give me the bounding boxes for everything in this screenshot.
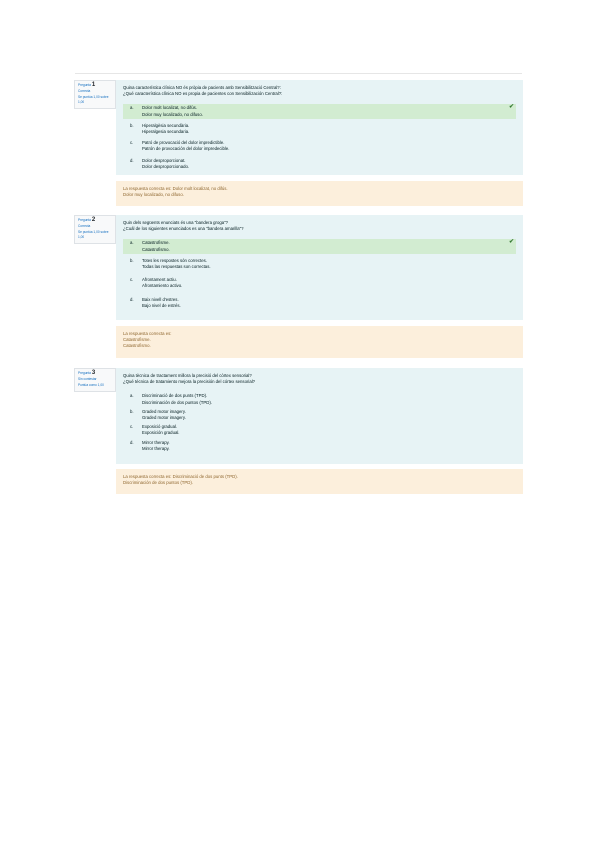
answer-option[interactable]: b. Totes les respostes són correctes. Todas las respuestas son correctas.: [130, 257, 211, 270]
top-divider: [75, 73, 522, 74]
question-state: Correcta: [78, 89, 91, 93]
question-formulation: [116, 215, 523, 320]
check-icon: ✔: [508, 104, 514, 111]
answer-option[interactable]: b. Hiperalgèsia secundària. Hiperalgesia secundaria.: [130, 122, 190, 135]
question-formulation: [116, 368, 523, 464]
answer-option[interactable]: d. Dolor desproporcionat. Dolor desproporcionado.: [130, 157, 190, 169]
answer-list: [123, 104, 516, 171]
answer-option[interactable]: d. Mirror therapy. Mirror therapy.: [130, 439, 170, 451]
answer-option[interactable]: a. Dolor molt localizat, no difús. Dolor muy localizado, no difuso. ✔: [123, 104, 516, 118]
question-text: Quina característica clínica NO és pròpia de pacients amb Sensibilització Central?: ¿Qué característica clínica NO es propia de pacientes con Sensibilización Central?:: [123, 85, 283, 97]
check-icon: ✔: [508, 239, 514, 246]
answer-option[interactable]: c. Exposició gradual. Exposición gradual.: [130, 424, 180, 436]
question-number: Pregunta 3: [78, 370, 96, 376]
question-text: Quin dels següents enunciats és una "bandera groga"? ¿Cuál de los siguientes enunciados es una "bandera amarilla"?: [123, 220, 244, 232]
question-formulation: [116, 80, 523, 175]
answer-option[interactable]: a. Catastrofisme. Catastrofismo. ✔: [123, 239, 516, 253]
question-info: [74, 80, 116, 109]
question-number: Pregunta 1: [78, 82, 96, 88]
question-feedback: La respuesta correcta es: Dolor molt localizat, no difús. Dolor muy localizado, no difuso.: [116, 181, 523, 206]
question-grade: Se puntúa 1,00 sobre 1,00: [78, 95, 109, 104]
question-grade: Puntúa como 1,00: [78, 383, 104, 387]
question-text: Quina tècnica de tractament millora la precisió del còrtex sensorial? ¿Qué técnica de tratamiento mejora la precisión del córtex sensorial?: [123, 373, 256, 385]
answer-option[interactable]: a. Discriminació de dos punts (TPD). Discriminación de dos puntos (TPD).: [130, 393, 212, 405]
question-info: [74, 368, 116, 392]
answer-list: [123, 392, 516, 453]
answer-option[interactable]: c. Afrontament actiu. Afrontamiento activo.: [130, 277, 183, 289]
question-feedback: La respuesta correcta es: Catastrofisme. Catastrofismo.: [116, 326, 523, 358]
question-grade: Se puntúa 1,00 sobre 1,00: [78, 230, 109, 239]
question-number: Pregunta 2: [78, 217, 96, 223]
answer-option[interactable]: d. Baix nivell d'estres. Bajo nivel de estrés.: [130, 296, 181, 308]
answer-list: [123, 239, 516, 310]
answer-option[interactable]: c. Patró de provocació del dolor impredictible. Patrón de provocación del dolor impredecible.: [130, 140, 230, 152]
answer-option[interactable]: b. Graded motor imagery. Graded motor imagery.: [130, 408, 186, 421]
question-state: Correcta: [78, 224, 91, 228]
question-feedback: La respuesta correcta es: Discriminació de dos punts (TPD). Discriminación de dos puntos (TPD).: [116, 469, 523, 494]
question-info: [74, 215, 116, 244]
question-state: Sin contestar: [78, 377, 97, 381]
